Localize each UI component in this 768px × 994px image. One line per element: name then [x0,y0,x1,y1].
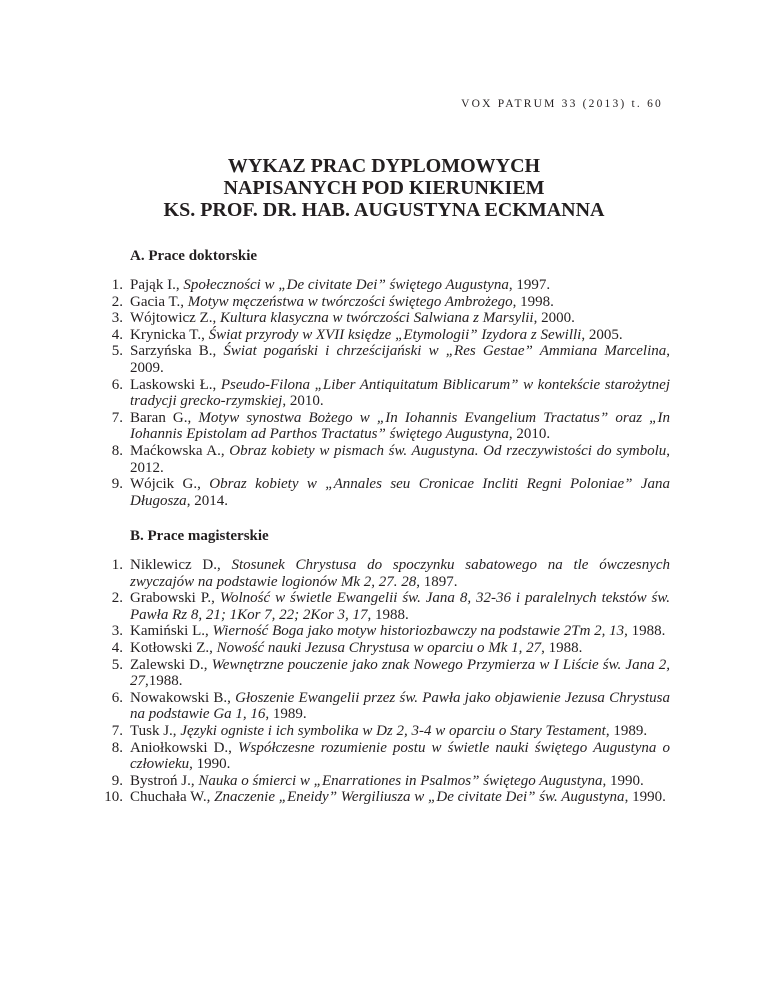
item-number: 4. [111,326,123,343]
item-title: Świat przyrody w XVII księdze „Etymologii” Izydora z Sewilli [208,326,582,343]
item-details: , 2000. [533,310,575,327]
list-item [0,690,768,723]
item-details: , 1989. [265,706,307,723]
item-number: 3. [111,623,123,640]
item-title: Znaczenie „Eneidy” Wergiliusza w „De civitate Dei” św. Augustyna [214,789,625,806]
item-author: Maćkowska A., [130,442,230,459]
list-item [0,410,768,443]
item-details: , 1990. [624,789,666,806]
item-title: Stosunek Chrystusa do spoczynku sabatowego na tle ówczesnych zwyczajów na podstawie logionów Mk 2, 27. 28 [130,557,671,590]
list-item [0,773,768,790]
item-number: 6. [111,376,123,393]
item-author: Wójcik G., [130,476,210,493]
list-item [0,657,768,690]
item-details: , 2012. [130,442,670,476]
item-details: , 2005. [581,326,623,343]
list-item [0,343,768,376]
item-details: , 2010. [508,426,551,443]
item-details: , 2009. [130,343,671,376]
list-item [0,443,768,476]
section-heading-doctoral: A. Prace doktorskie [130,248,258,264]
item-details: , 1988. [367,606,409,623]
item-title: Wewnętrzne pouczenie jako znak Nowego Przymierza w I Liście św. Jana 2, 27 [130,656,670,690]
item-number: 1. [111,277,123,293]
item-title: Motyw męczeństwa w twórczości świętego Ambrożego [187,293,513,310]
item-number: 8. [111,442,123,459]
list-item [0,789,768,806]
item-author: Pająk I., [130,277,184,293]
list-item [0,277,768,294]
item-number: 2. [111,590,123,607]
item-author: Grabowski P., [130,590,220,607]
item-title: Pseudo-Filona „Liber Antiquitatum Biblicarum” w kontekście starożytnej tradycji grecko-rzymskiej [130,376,670,410]
item-number: 5. [111,343,123,360]
list-item [0,590,768,623]
doctoral-theses-list [0,277,768,509]
item-details: , 1988. [624,623,666,640]
item-author: Sarzyńska B., [130,343,224,360]
item-title: Wierność Boga jako motyw historiozbawczy na podstawie 2Tm 2, 13 [212,623,625,640]
item-number: 2. [111,293,123,310]
item-number: 8. [111,739,123,756]
list-item [0,327,768,344]
list-item [0,723,768,740]
item-author: Niklewicz D., [130,557,232,573]
masters-theses-list [0,557,768,806]
item-author: Wójtowicz Z., [130,310,220,327]
item-author: Nowakowski B., [130,689,236,706]
item-author: Krynicka T., [130,326,209,343]
item-title: Wolność w świetle Ewangelii św. Jana 8, 32-36 i paralelnych tekstów św. Pawła Rz 8, 21; 1Kor 7, 22; 2Kor 3, 17 [130,590,670,623]
item-number: 9. [111,772,123,789]
list-item [0,557,768,590]
item-details: , 2010. [282,393,324,410]
item-author: Chuchała W., [130,789,215,806]
item-title: Społeczności w „De civitate Dei” świętego Augustyna [183,277,509,293]
item-title: Języki ogniste i ich symbolika w Dz 2, 3-4 w oparciu o Stary Testament [180,722,606,739]
item-author: Laskowski Ł., [130,376,221,393]
item-number: 4. [111,639,123,656]
item-number: 5. [111,656,123,673]
item-details: , 1989. [605,722,648,739]
item-title: Współczesne rozumienie postu w świetle nauki świętego Augustyna o człowieku [130,739,670,773]
item-details: , 1990. [189,756,231,773]
list-item [0,377,768,410]
list-item [0,623,768,640]
list-item [0,640,768,657]
item-details: , 1998. [512,293,554,310]
item-author: Gacia T., [130,293,188,310]
item-author: Bystroń J., [130,772,199,789]
item-title: Nowość nauki Jezusa Chrystusa w oparciu o Mk 1, 27 [216,639,542,656]
item-details: ,1988. [145,673,183,690]
item-title: Kultura klasyczna w twórczości Salwiana z Marsylii [219,310,534,327]
item-number: 7. [111,409,123,426]
item-number: 7. [111,722,123,739]
item-title: Motyw synostwa Bożego w „In Iohannis Evangelium Tractatus” oraz „In Iohannis Epistolam ad Parthos Tractatus” świętego Augustyna [130,409,670,443]
item-title: Świat pogański i chrześcijański w „Res Gestae” Ammiana Marcelina [223,343,667,360]
item-details: , 1988. [541,639,583,656]
journal-header: VOX PATRUM 33 (2013) t. 60 [461,98,663,110]
item-title: Obraz kobiety w „Annales seu Cronicae Incliti Regni Poloniae” Jana Długosza [130,476,670,509]
item-details: , 1997. [508,277,551,293]
item-number: 9. [111,476,123,493]
item-title: Głoszenie Ewangelii przez św. Pawła jako objawienie Jezusa Chrystusa na podstawie Ga 1, 16 [130,689,670,723]
item-details: , 1990. [602,772,644,789]
item-author: Tusk J., [130,722,181,739]
title-line-1: WYKAZ PRAC DYPLOMOWYCH [227,155,541,177]
item-title: Nauka o śmierci w „Enarrationes in Psalmos” świętego Augustyna [198,772,603,789]
list-item [0,476,768,509]
item-details: , 2014. [186,492,228,509]
title-line-3: KS. PROF. DR. HAB. AUGUSTYNA ECKMANNA [163,199,605,221]
item-number: 10. [104,789,123,806]
list-item [0,310,768,327]
section-heading-masters: B. Prace magisterskie [130,528,269,544]
item-number: 6. [111,689,123,706]
item-author: Zalewski D., [130,656,212,673]
item-author: Aniołkowski D., [130,739,239,756]
item-number: 3. [111,310,123,327]
item-number: 1. [111,557,123,573]
item-title: Obraz kobiety w pismach św. Augustyna. Od rzeczywistości do symbolu [229,442,667,459]
page-title [0,155,768,221]
list-item [0,294,768,311]
item-author: Kamiński L., [130,623,213,640]
list-item [0,740,768,773]
item-author: Baran G., [130,409,199,426]
item-details: , 1897. [416,573,458,590]
title-line-2: NAPISANYCH POD KIERUNKIEM [223,177,545,199]
item-author: Kotłowski Z., [130,639,217,656]
